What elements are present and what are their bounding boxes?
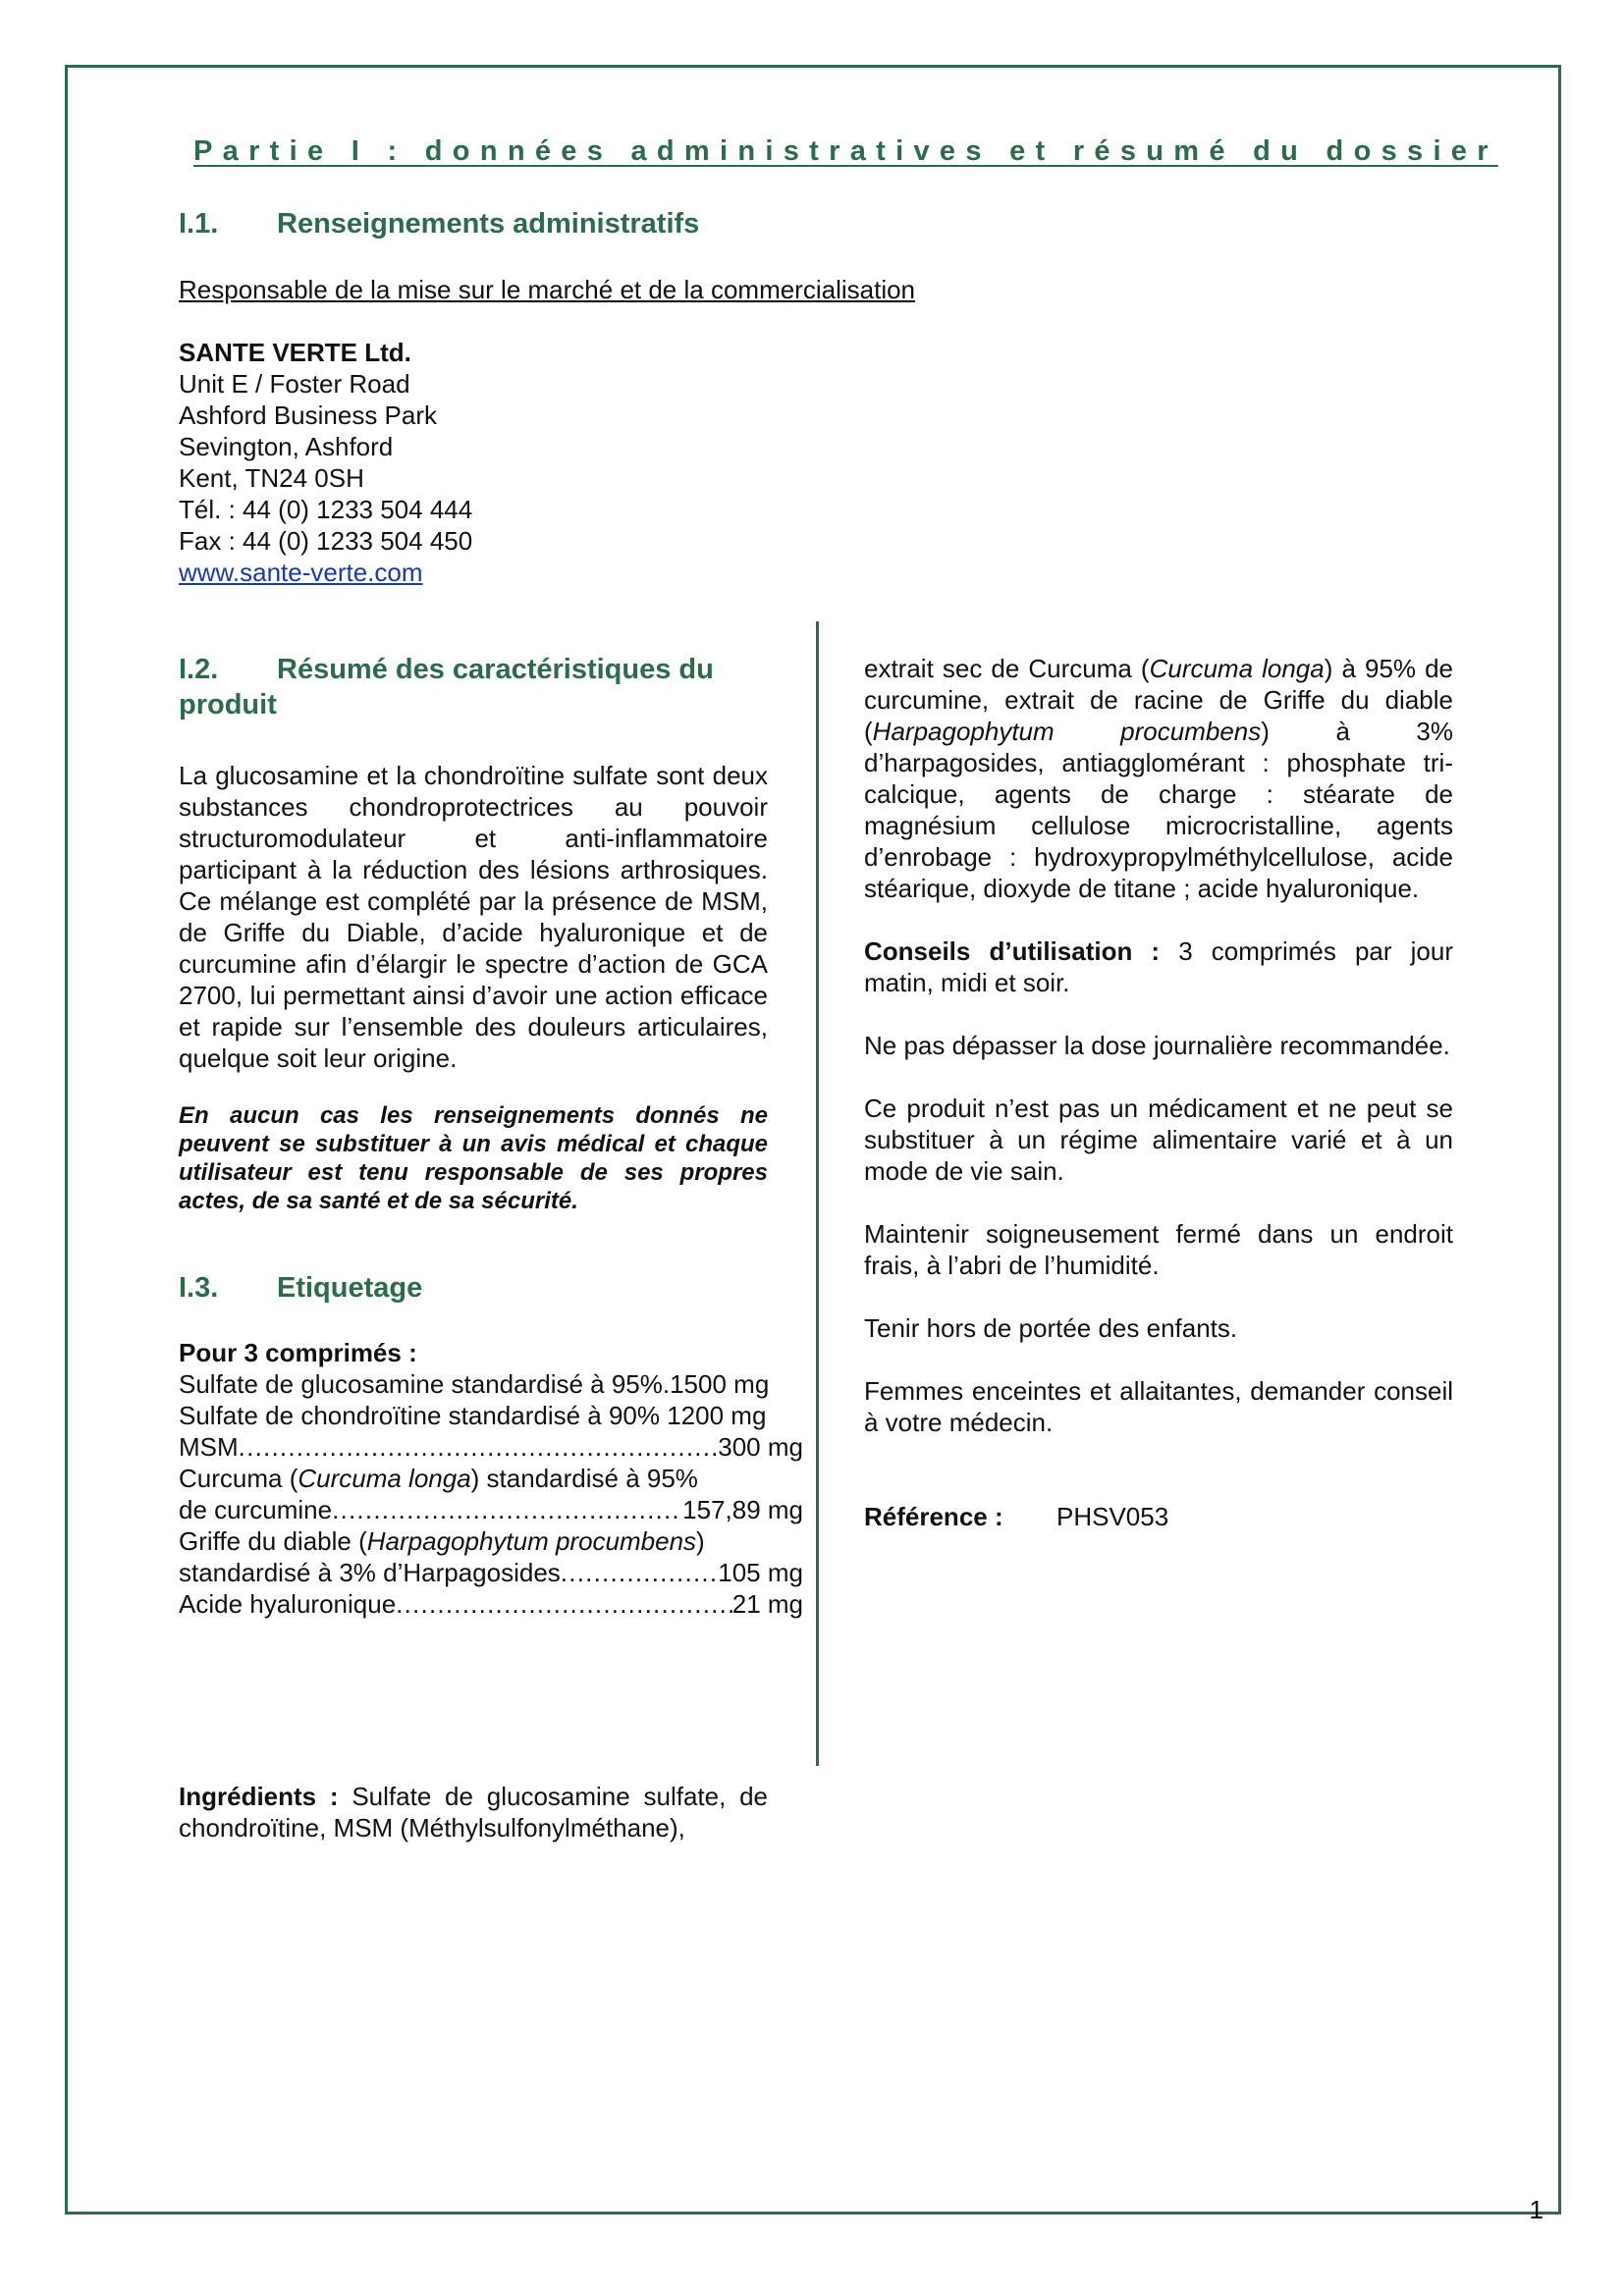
usage-advice: Conseils d’utilisation : 3 comprimés par jour matin, midi et soir.: [864, 936, 1453, 997]
composition-list: [179, 1337, 817, 1620]
composition-line: MSM . . . 300 mg: [179, 1431, 803, 1463]
composition-line: Acide hyaluronique . . . 21 mg: [179, 1588, 803, 1620]
ingredients-continued: extrait sec de Curcuma (Curcuma longa) à 95% de curcumine, extrait de racine de Griffe du diable (Harpagophytum procumbens) à 3% d’harpagosides, antiagglomérant : phosphate tri-calcique, agents de charge : stéarate de magnésium cellulose microcristalline, agents d’enrobage : hydroxypropylméthylcellulose, acide stéarique, dioxyde de titane ; acide hyaluronique.: [864, 654, 1454, 903]
reference-label: Référence :: [864, 1502, 1003, 1531]
ingredients-text: Sulfate de glucosamine sulfate, de chondroïtine, MSM (Méthylsulfonylméthane),: [179, 1782, 768, 1842]
section-1-title: Renseignements administratifs: [277, 208, 700, 240]
address-block: [179, 274, 1455, 588]
composition-line: Sulfate de glucosamine standardisé à 95%.1500 mg: [179, 1369, 770, 1399]
section-3-number: I.3.: [179, 1272, 219, 1304]
section-2-heading: [179, 652, 768, 722]
children-note: Tenir hors de portée des enfants.: [864, 1313, 1238, 1343]
not-medicine-note: Ce produit n’est pas un médicament et ne peut se substituer à un régime alimentaire varié et à un mode de vie sain.: [864, 1094, 1453, 1186]
dose-warning: Ne pas dépasser la dose journalière recommandée.: [864, 1031, 1450, 1060]
address-line: Kent, TN24 0SH: [179, 463, 364, 493]
pregnancy-note: Femmes enceintes et allaitantes, demander conseil à votre médecin.: [864, 1376, 1453, 1437]
section-2-title: Résumé des caractéristiques du produit: [179, 654, 714, 721]
medical-warning: En aucun cas les renseignements donnés ne peuvent se substituer à un avis médical et chaque utilisateur est tenu responsable de ses propres actes, de sa santé et de sa sécurité.: [179, 1102, 768, 1214]
composition-line: de curcumine . . . 157,89 mg: [179, 1494, 803, 1525]
fax-line: Fax : 44 (0) 1233 504 450: [179, 526, 473, 556]
section-3-title: Etiquetage: [277, 1272, 423, 1304]
composition-label: Pour 3 comprimés :: [179, 1338, 417, 1367]
section-2-number: I.2.: [179, 654, 219, 685]
left-column: [179, 652, 803, 1620]
website-link[interactable]: www.sante-verte.com: [179, 558, 423, 587]
address-line: Unit E / Foster Road: [179, 369, 410, 399]
reference-value: PHSV053: [1056, 1502, 1169, 1531]
address-line: Sevington, Ashford: [179, 432, 394, 461]
company-name: SANTE VERTE Ltd.: [179, 338, 411, 367]
phone-line: Tél. : 44 (0) 1233 504 444: [179, 495, 473, 524]
ingredients-start: [179, 1781, 768, 1843]
composition-line: Curcuma (Curcuma longa) standardisé à 95%: [179, 1464, 698, 1493]
composition-line: Sulfate de chondroïtine standardisé à 90% 1200 mg: [179, 1401, 767, 1430]
right-column: [864, 653, 1453, 1532]
section-1-heading: [179, 206, 1455, 241]
subheading-responsable: Responsable de la mise sur le marché et de la commercialisation: [179, 275, 916, 304]
address-line: Ashford Business Park: [179, 400, 438, 430]
ingredients-label: Ingrédients :: [179, 1782, 339, 1811]
storage-note: Maintenir soigneusement fermé dans un endroit frais, à l’abri de l’humidité.: [864, 1219, 1453, 1280]
section-3-heading: [179, 1270, 768, 1306]
reference: [864, 1501, 1453, 1532]
composition-line: standardisé à 3% d’Harpagosides . . . 105 mg: [179, 1557, 803, 1588]
section-1-number: I.1.: [179, 208, 219, 240]
page-title: Partie I : données administratives et résumé du dossier: [193, 135, 1498, 167]
composition-line: Griffe du diable (Harpagophytum procumbens): [179, 1526, 705, 1556]
page-number: 1: [1529, 2195, 1543, 2224]
section-2-paragraph: La glucosamine et la chondroïtine sulfate sont deux substances chondroprotectrices au pouvoir structuromodulateur et anti-inflammatoire participant à la réduction des lésions arthrosiques. Ce mélange est complété par la présence de MSM, de Griffe du Diable, d’acide hyaluronique et de curcumine afin d’élargir le spectre d’action de GCA 2700, lui permettant ainsi d’avoir une action efficace et rapide sur l’ensemble des douleurs articulaires, quelque soit leur origine.: [179, 761, 768, 1073]
